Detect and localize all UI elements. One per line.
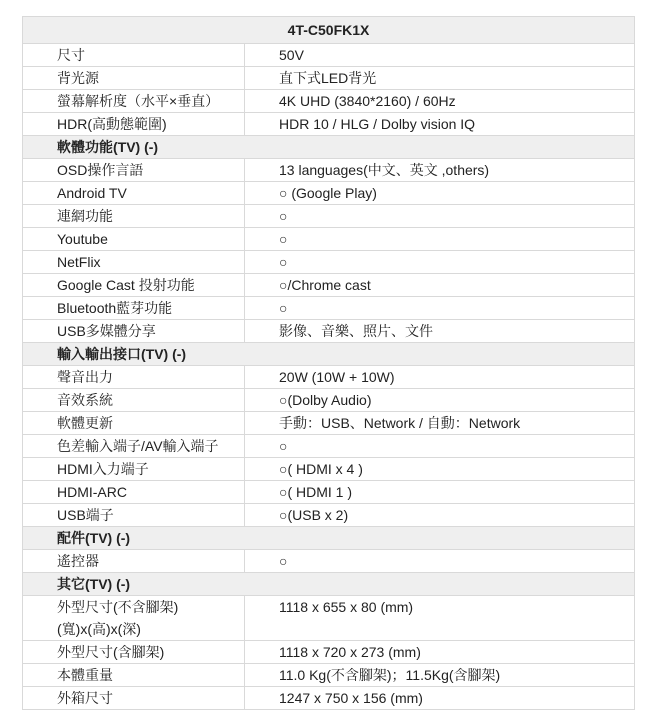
spec-label: Google Cast 投射功能 [23, 274, 245, 297]
section-heading: 其它(TV) (-) [23, 573, 635, 596]
title-row [23, 17, 635, 44]
spec-row [23, 251, 635, 274]
spec-row [23, 159, 635, 182]
spec-value: 50V [245, 44, 635, 67]
spec-label: 遙控器 [23, 550, 245, 573]
spec-value: HDR 10 / HLG / Dolby vision IQ [245, 113, 635, 136]
spec-row [23, 412, 635, 435]
spec-row [23, 664, 635, 687]
spec-value: ○( HDMI x 4 ) [245, 458, 635, 481]
section-heading: 配件(TV) (-) [23, 527, 635, 550]
spec-label: Youtube [23, 228, 245, 251]
section-row [23, 136, 635, 159]
spec-label: 聲音出力 [23, 366, 245, 389]
spec-value: ○(USB x 2) [245, 504, 635, 527]
spec-value: ○ [245, 435, 635, 458]
spec-row [23, 435, 635, 458]
spec-label: 軟體更新 [23, 412, 245, 435]
spec-value: ○/Chrome cast [245, 274, 635, 297]
spec-row [23, 504, 635, 527]
spec-value: 手動：USB、Network / 自動：Network [245, 412, 635, 435]
section-heading: 輸入輸出接口(TV) (-) [23, 343, 635, 366]
spec-label: HDMI-ARC [23, 481, 245, 504]
spec-value: ○ [245, 251, 635, 274]
spec-value: ○( HDMI 1 ) [245, 481, 635, 504]
spec-row [23, 458, 635, 481]
spec-value: ○ (Google Play) [245, 182, 635, 205]
spec-value: 20W (10W + 10W) [245, 366, 635, 389]
spec-label: 本體重量 [23, 664, 245, 687]
spec-value: ○(Dolby Audio) [245, 389, 635, 412]
spec-value: 影像、音樂、照片、文件 [245, 320, 635, 343]
spec-value: ○ [245, 228, 635, 251]
spec-value: ○ [245, 205, 635, 228]
spec-row [23, 228, 635, 251]
spec-row [23, 90, 635, 113]
spec-label: HDR(高動態範圍) [23, 113, 245, 136]
spec-row [23, 274, 635, 297]
spec-label: OSD操作言語 [23, 159, 245, 182]
spec-label: 連網功能 [23, 205, 245, 228]
spec-label: 色差輸入端子/AV輸入端子 [23, 435, 245, 458]
spec-label: 尺寸 [23, 44, 245, 67]
spec-label: 外型尺寸(不含腳架)(寬)x(高)x(深) [23, 596, 245, 641]
spec-label: HDMI入力端子 [23, 458, 245, 481]
spec-value: ○ [245, 297, 635, 320]
spec-value: 1118 x 720 x 273 (mm) [245, 641, 635, 664]
spec-row [23, 44, 635, 67]
spec-row [23, 67, 635, 90]
spec-row [23, 366, 635, 389]
spec-row [23, 687, 635, 710]
spec-label: USB端子 [23, 504, 245, 527]
spec-row [23, 113, 635, 136]
spec-label: 螢幕解析度（水平×垂直） [23, 90, 245, 113]
spec-value: 1118 x 655 x 80 (mm) [245, 596, 635, 641]
spec-row [23, 641, 635, 664]
model-title: 4T-C50FK1X [23, 17, 635, 44]
spec-label: 背光源 [23, 67, 245, 90]
spec-label: USB多媒體分享 [23, 320, 245, 343]
spec-label: Android TV [23, 182, 245, 205]
spec-value: ○ [245, 550, 635, 573]
spec-value: 1247 x 750 x 156 (mm) [245, 687, 635, 710]
spec-label: 外箱尺寸 [23, 687, 245, 710]
spec-value: 直下式LED背光 [245, 67, 635, 90]
spec-table [22, 16, 635, 710]
spec-row [23, 481, 635, 504]
section-row [23, 573, 635, 596]
spec-value: 4K UHD (3840*2160) / 60Hz [245, 90, 635, 113]
spec-row [23, 389, 635, 412]
spec-value: 11.0 Kg(不含腳架)；11.5Kg(含腳架) [245, 664, 635, 687]
spec-row [23, 550, 635, 573]
section-heading: 軟體功能(TV) (-) [23, 136, 635, 159]
spec-row [23, 596, 635, 641]
spec-label: 外型尺寸(含腳架) [23, 641, 245, 664]
spec-label: 音效系統 [23, 389, 245, 412]
section-row [23, 343, 635, 366]
spec-label: Bluetooth藍芽功能 [23, 297, 245, 320]
spec-label: NetFlix [23, 251, 245, 274]
spec-row [23, 297, 635, 320]
spec-value: 13 languages(中文、英文 ,others) [245, 159, 635, 182]
section-row [23, 527, 635, 550]
spec-row [23, 182, 635, 205]
spec-row [23, 320, 635, 343]
spec-body [23, 44, 635, 710]
spec-row [23, 205, 635, 228]
